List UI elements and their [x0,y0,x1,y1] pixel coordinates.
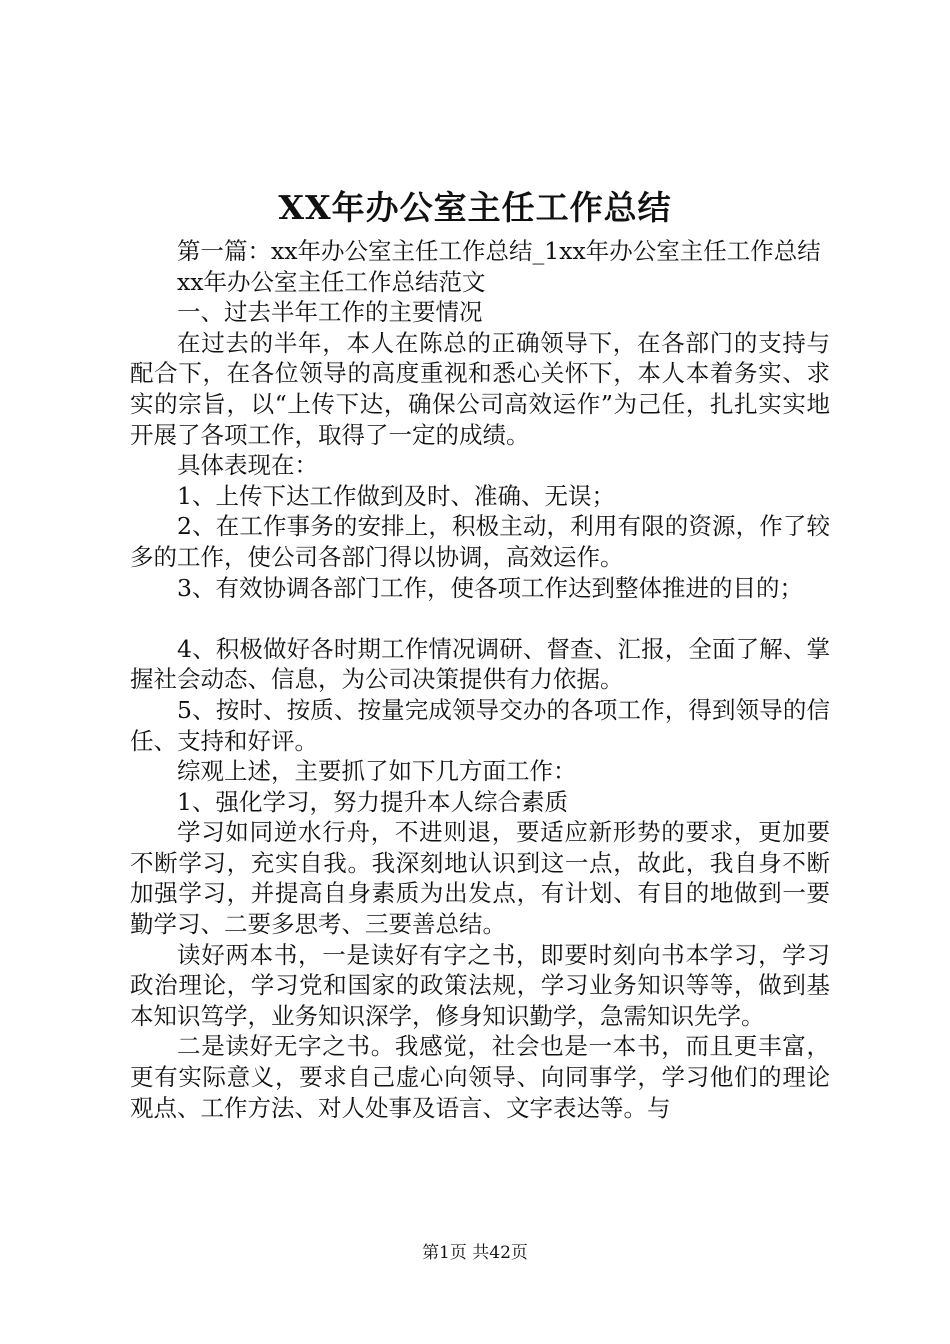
paragraph: 在过去的半年，本人在陈总的正确领导下，在各部门的支持与配合下，在各位领导的高度重视和悉心关怀下，本人本着务实、求实的宗旨，以“上传下达，确保公司高效运作”为己任，扎扎实实地开展了各项工作，取得了一定的成绩。 [130,328,830,449]
paragraph: 3、有效协调各部门工作，使各项工作达到整体推进的目的； [177,573,803,602]
document-body [130,236,830,1123]
paragraph: 综观上述，主要抓了如下几方面工作： [177,757,577,786]
paragraph: 4、积极做好各时期工作情况调研、督查、汇报，全面了解、掌握社会动态、信息，为公司决策提供有力依据。 [130,634,830,694]
paragraph: 2、在工作事务的安排上，积极主动，利用有限的资源，作了较多的工作，使公司各部门得以协调，高效运作。 [130,512,830,571]
page-footer: 第1页 共42页 [422,1243,528,1263]
blank-line [130,603,830,634]
document-title: XX年办公室主任工作总结 [278,188,672,227]
paragraph: 第一篇：xx年办公室主任工作总结_1xx年办公室主任工作总结 [177,237,821,265]
paragraph: 1、上传下达工作做到及时、准确、无误； [177,481,615,510]
paragraph: 二是读好无字之书。我感觉，社会也是一本书，而且更丰富，更有实际意义，要求自己虚心向领导、向同事学，学习他们的理论观点、工作方法、对人处事及语言、文字表达等。与 [130,1032,830,1122]
paragraph: 1、强化学习，努力提升本人综合素质 [177,787,568,816]
paragraph: 具体表现在： [177,451,318,480]
paragraph: 学习如同逆水行舟，不进则退，要适应新形势的要求，更加要不断学习，充实自我。我深刻地认识到这一点，故此，我自身不断加强学习，并提高自身素质为出发点，有计划、有目的地做到一要勤学习、二要多思考、三要善总结。 [130,818,830,939]
paragraph: 5、按时、按质、按量完成领导交办的各项工作，得到领导的信任、支持和好评。 [130,695,830,755]
paragraph: xx年办公室主任工作总结范文 [177,267,486,296]
paragraph: 读好两本书，一是读好有字之书，即要时刻向书本学习，学习政治理论，学习党和国家的政策法规，学习业务知识等等，做到基本知识笃学，业务知识深学，修身知识勤学，急需知识先学。 [130,940,830,1030]
paragraph: 一、过去半年工作的主要情况 [177,298,483,327]
